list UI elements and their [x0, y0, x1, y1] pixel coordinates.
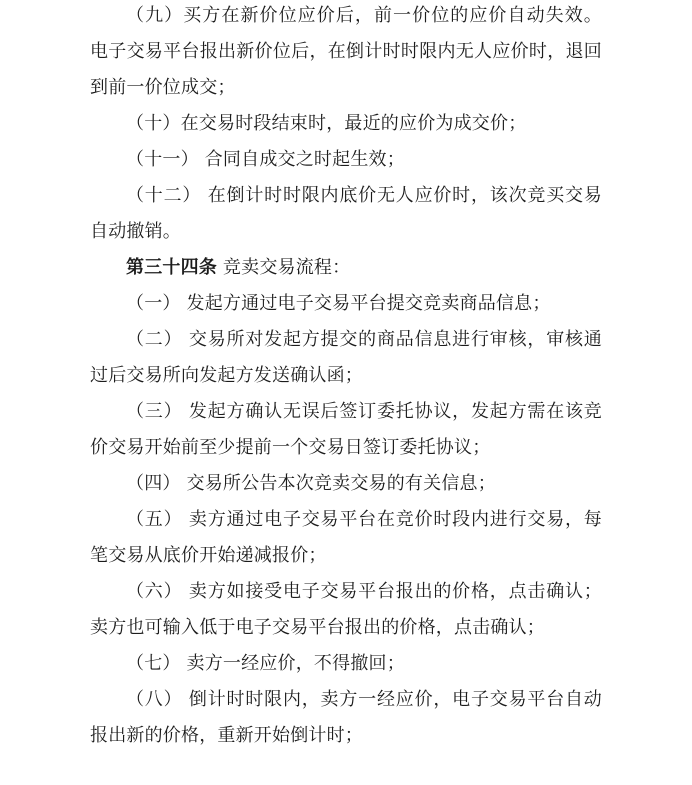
text-line: 自动撤销。 [90, 221, 181, 242]
text-line: （二） 交易所对发起方提交的商品信息进行审核，审核通 [126, 329, 602, 350]
text-line: 到前一价位成交； [90, 77, 236, 98]
text-line: （四） 交易所公告本次竞卖交易的有关信息； [126, 473, 496, 494]
text-line: （十一） 合同自成交之时起生效； [126, 149, 405, 170]
text-line: （十）在交易时段结束时，最近的应价为成交价； [126, 113, 527, 134]
article-heading-line: 第三十四条 竞卖交易流程： [126, 257, 351, 278]
text-line: （三） 发起方确认无误后签订委托协议，发起方需在该竞 [126, 401, 602, 422]
text-line: （七） 卖方一经应价，不得撤回； [126, 653, 405, 674]
text-line: （八） 倒计时时限内，卖方一经应价，电子交易平台自动 [126, 689, 602, 710]
text-line: 卖方也可输入低于电子交易平台报出的价格，点击确认； [90, 617, 545, 638]
document-body [90, 0, 602, 754]
text-line: （一） 发起方通过电子交易平台提交竞卖商品信息； [126, 293, 551, 314]
text-line: （九）买方在新价位应价后，前一价位的应价自动失效。 [126, 5, 602, 26]
text-line: （六） 卖方如接受电子交易平台报出的价格，点击确认； [126, 581, 602, 602]
text-line: 价交易开始前至少提前一个交易日签订委托协议； [90, 437, 491, 458]
text-line: 报出新的价格，重新开始倒计时； [90, 725, 363, 746]
article-number-bold: 第三十四条 [126, 257, 217, 278]
text-line: 笔交易从底价开始递减报价； [90, 545, 327, 566]
text-line: （十二） 在倒计时时限内底价无人应价时，该次竞买交易 [126, 185, 602, 206]
text-line: 电子交易平台报出新价位后，在倒计时时限内无人应价时，退回 [90, 41, 602, 62]
text-line: （五） 卖方通过电子交易平台在竞价时段内进行交易，每 [126, 509, 602, 530]
text-line: 过后交易所向发起方发送确认函； [90, 365, 363, 386]
